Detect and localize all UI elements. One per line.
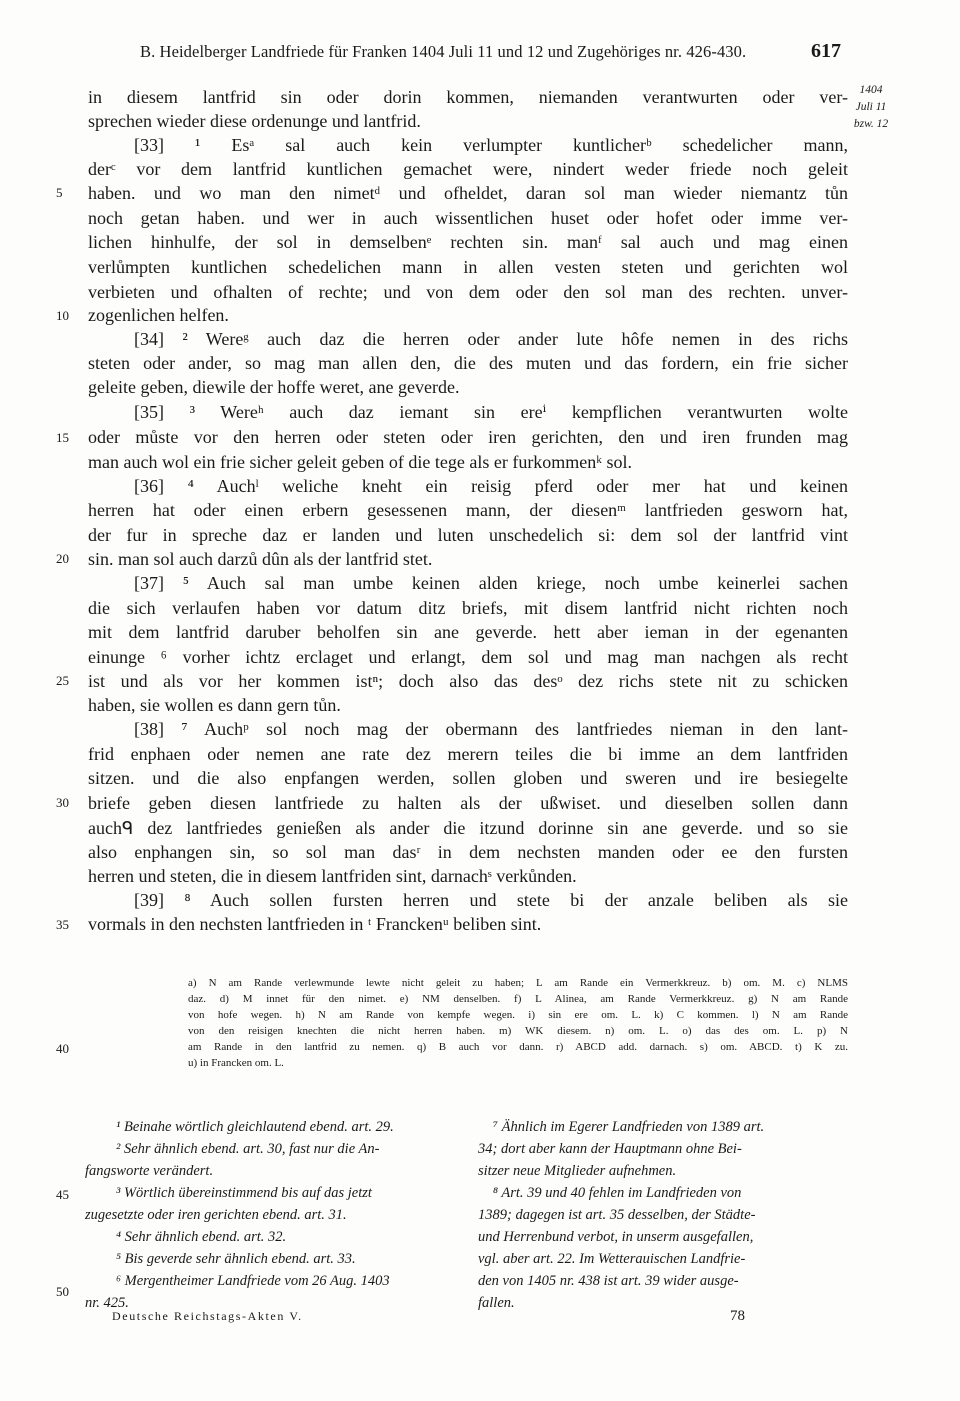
- editorial-note: 1389; dagegen ist art. 35 desselben, der Städte-: [478, 1207, 756, 1223]
- text-line: zogenlichen helfen.: [88, 305, 229, 325]
- line-number: 20: [56, 551, 69, 566]
- line-number: 35: [56, 917, 69, 932]
- editorial-note: ⁸ Art. 39 und 40 fehlen im Landfrieden von: [493, 1185, 742, 1201]
- text-line: haben, sie wollen es dann gern tůn.: [88, 695, 341, 715]
- text-line: [38] ⁷ Auchᵖ sol noch mag der obermann des lantfriedes nieman in den lant-: [134, 719, 848, 739]
- apparatus-line: a) N am Rande verlewmunde lewte nicht geleit zu haben; L am Rande ein Vermerkkreuz. b) om. M. c) NLMS: [188, 977, 848, 989]
- text-line: [35] ³ Wereʰ auch daz iemant sin ereⁱ kempflichen verantwurten wolte: [134, 402, 848, 422]
- editorial-note: zugesetzte oder iren gerichten ebend. art. 31.: [85, 1207, 347, 1223]
- text-line: einunge ⁶ vorher ichtz erclaget und erlangt, dem sol und mag man nachgen als recht: [88, 647, 848, 667]
- text-line: mit dem lantfrid daruber beholfen sin ane geverde. hett aber ieman in der egenanten: [88, 622, 848, 642]
- text-line: steten oder ander, so mag man allen den, die des muten und das fordern, ein frie sicher: [88, 353, 848, 373]
- text-line: haben. und wo man den nimetᵈ und ofheldet, daran sol man wieder niemantz tůn: [88, 183, 848, 203]
- sheet-number: 78: [730, 1308, 745, 1324]
- text-line: oder můste vor den herren oder steten oder iren gerichten, den und iren frunden mag: [88, 427, 848, 447]
- text-line: herren und steten, die in diesem lantfriden sint, darnachˢ verkůnden.: [88, 866, 577, 886]
- text-line: [37] ⁵ Auch sal man umbe keinen alden kriege, noch umbe keinerlei sachen: [134, 573, 848, 593]
- text-line: sin. man sol auch darzů dûn als der lantfrid stet.: [88, 549, 433, 569]
- apparatus-line: daz. d) M innet für den nimet. e) NM denselben. f) L Alinea, am Rande Vermerkkreuz. g) N am Rande: [188, 993, 848, 1005]
- text-line: frid enphaen oder nemen ane rate dez merern teiles die bi imme an dem lantfriden: [88, 744, 848, 764]
- margin-date-note: [845, 82, 897, 133]
- editorial-note: ² Sehr ähnlich ebend. art. 30, fast nur die An-: [116, 1141, 380, 1157]
- editorial-note: vgl. aber art. 22. Im Wetterauischen Landfrie-: [478, 1251, 746, 1267]
- text-line: verbieten und ofhalten of rechte; und von dem oder den sol man des rechten. unver-: [88, 282, 848, 302]
- editorial-note: fangsworte verändert.: [85, 1163, 214, 1179]
- text-line: verlůmpten kuntlichen schedelichen mann in allen vesten steten und gerichten wol: [88, 257, 848, 277]
- text-line: [34] ² Wereᵍ auch daz die herren oder ander lute hôfe nemen in des richs: [134, 329, 848, 349]
- editorial-note: und Herrenbund verbot, in unserm ausgefallen,: [478, 1229, 754, 1245]
- page-number: 617: [811, 40, 841, 62]
- line-number: 50: [56, 1284, 69, 1299]
- text-line: sitzen. und die also enpfangen werden, sollen globen und sweren und ire besiegelte: [88, 768, 848, 788]
- line-number: 15: [56, 430, 69, 445]
- line-number: 45: [56, 1187, 69, 1202]
- text-line: auchᑫ dez lantfriedes genießen als ander die itzund dorinne sin ane geverde. und so sie: [88, 818, 848, 838]
- text-line: man auch wol ein frie sicher geleit geben of die tege als er furkommenᵏ sol.: [88, 452, 632, 472]
- editorial-note: ¹ Beinahe wörtlich gleichlautend ebend. art. 29.: [116, 1119, 394, 1135]
- editorial-note: fallen.: [478, 1295, 515, 1311]
- text-line: in diesem lantfrid sin oder dorin kommen, niemanden verantwurten oder ver-: [88, 87, 848, 107]
- text-line: [33] ¹ Esᵃ sal auch kein verlumpter kuntlicherᵇ schedelicher mann,: [134, 135, 848, 155]
- text-line: geleite geben, diewile der hoffe weret, ane geverde.: [88, 377, 460, 397]
- editorial-note: ³ Wörtlich übereinstimmend bis auf das jetzt: [116, 1185, 372, 1201]
- editorial-note: den von 1405 nr. 438 ist art. 39 wider ausge-: [478, 1273, 739, 1289]
- editorial-note: ⁶ Mergentheimer Landfriede vom 26 Aug. 1403: [116, 1273, 390, 1289]
- apparatus-line: von den reisigen knechten die nicht herren haben. m) WK diesem. n) om. L. o) das des om. L. p) N: [188, 1025, 848, 1037]
- text-line: die sich verlaufen haben vor datum ditz briefs, mit disem lantfrid nicht richten noch: [88, 598, 848, 618]
- text-line: lichen hinhulfe, der sol in demselbenᵉ rechten sin. manᶠ sal auch und mag einen: [88, 232, 848, 252]
- text-line: [36] ⁴ Auchˡ weliche kneht ein reisig pferd oder mer hat und keinen: [134, 476, 848, 496]
- text-line: ist und als vor her kommen istⁿ; doch also das desᵒ dez richs stete nit zu schicken: [88, 671, 848, 691]
- text-line: also enphangen sin, so sol man dasʳ in dem nechsten manden oder ee den fursten: [88, 842, 848, 862]
- text-line: derᶜ vor dem lantfrid kuntlichen gemachet were, nindert weder friede noch geleit: [88, 159, 848, 179]
- margin-note-year: 1404: [859, 84, 883, 96]
- text-line: briefe geben diesen lantfriede zu halten als der ußwiset. und dieselben sollen dann: [88, 793, 848, 813]
- apparatus-line: u) in Francken om. L.: [188, 1057, 284, 1069]
- apparatus-line: am Rande in den lantfrid zu nemen. q) B auch vor dann. r) ABCD add. darnach. s) om. ABCD. t) K zu.: [188, 1041, 848, 1053]
- editorial-note: sitzer neue Mitglieder aufnehmen.: [478, 1163, 677, 1179]
- line-number: 5: [56, 185, 63, 200]
- line-number: 40: [56, 1041, 69, 1056]
- text-line: herren hat oder einen erbern gesessenen mann, der diesenᵐ lantfrieden gesworn hat,: [88, 500, 848, 520]
- margin-note-alt: bzw. 12: [853, 118, 889, 130]
- editorial-note: ⁵ Bis geverde sehr ähnlich ebend. art. 33.: [116, 1251, 356, 1267]
- line-number: 25: [56, 673, 69, 688]
- editorial-note: ⁴ Sehr ähnlich ebend. art. 32.: [116, 1229, 287, 1245]
- text-line: vormals in den nechsten lantfrieden in ᵗ Franckenᵘ beliben sint.: [88, 914, 542, 934]
- line-number: 10: [56, 308, 69, 323]
- apparatus-line: von hofe wegen. h) N am Rande von kempfe wegen. i) sin ere om. L. k) C kommen. l) N am Rande: [188, 1009, 848, 1021]
- editorial-note: nr. 425.: [85, 1295, 129, 1311]
- line-number: 30: [56, 795, 69, 810]
- text-line: sprechen wieder diese ordenunge und lantfrid.: [88, 111, 421, 131]
- text-line: noch getan haben. und wer in auch wissentlichen huset oder hofet oder imme ver-: [88, 208, 848, 228]
- running-title: B. Heidelberger Landfriede für Franken 1404 Juli 11 und 12 und Zugehöriges nr. 426-430.: [140, 42, 747, 61]
- text-line: der fur in spreche daz er landen und luten unschedelich si: dem sol der lantfrid vint: [88, 525, 848, 545]
- editorial-note: ⁷ Ähnlich im Egerer Landfrieden von 1389 art.: [493, 1119, 765, 1135]
- publication-signature: Deutsche Reichstags-Akten V.: [112, 1309, 303, 1323]
- margin-note-day: Juli 11: [855, 101, 887, 113]
- text-line: [39] ⁸ Auch sollen fursten herren und stete bi der anzale beliben als sie: [134, 890, 848, 910]
- editorial-note: 34; dort aber kann der Hauptmann ohne Bei-: [478, 1141, 742, 1157]
